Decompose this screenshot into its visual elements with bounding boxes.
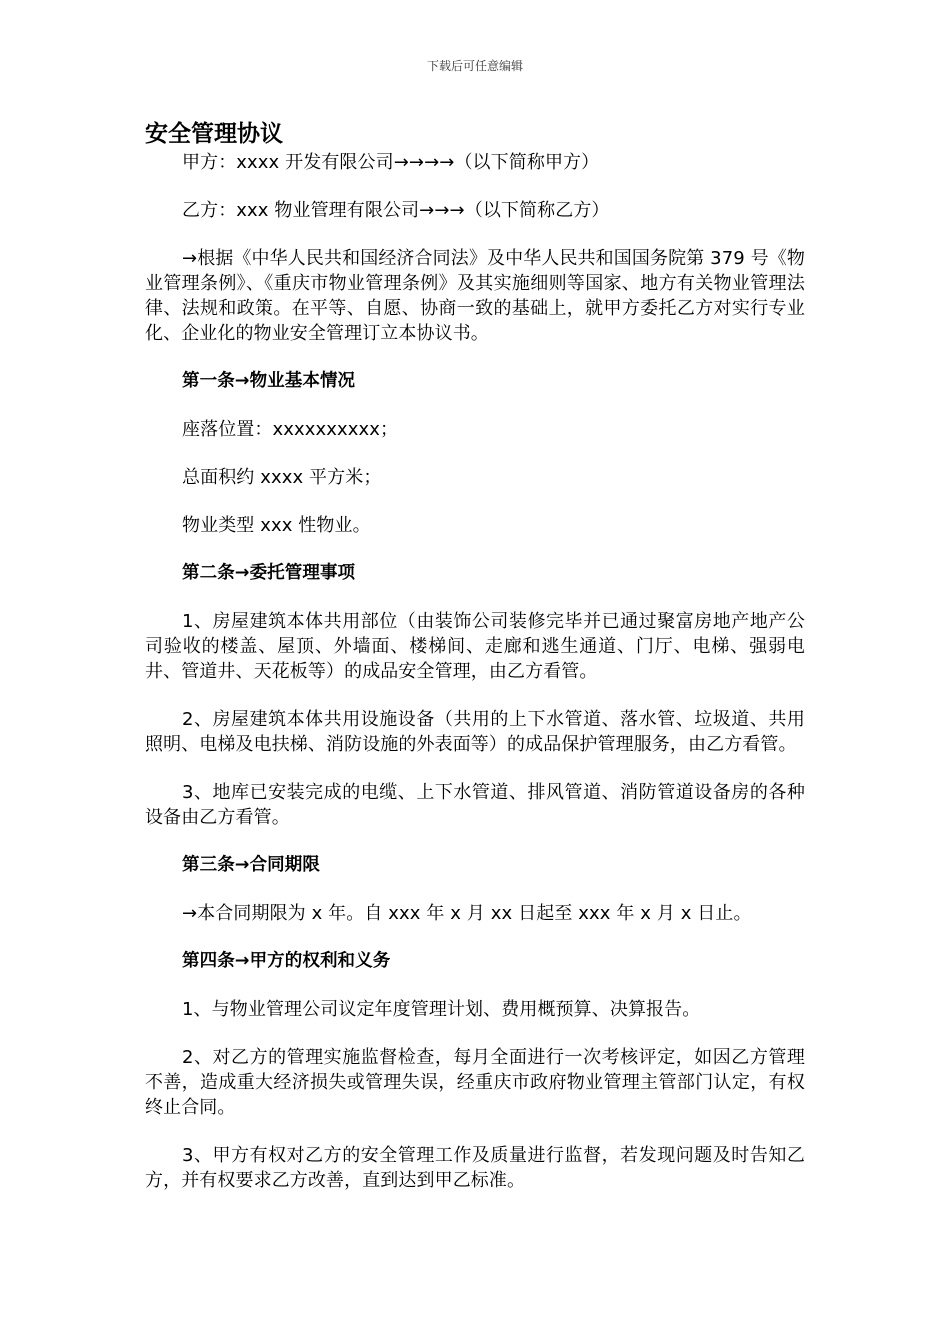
article-4-item: 1、与物业管理公司议定年度管理计划、费用概预算、决算报告。 <box>182 999 701 1020</box>
article-2-item: 2、房屋建筑本体共用设施设备（共用的上下水管道、落水管、垃圾道、共用照明、电梯及电扶梯、消防设施的外表面等）的成品保护管理服务，由乙方看管。 <box>145 709 805 755</box>
header-note: 下载后可任意编辑 <box>426 59 523 73</box>
article-2-item: 3、地库已安装完成的电缆、上下水管道、排风管道、消防管道设备房的各种设备由乙方看管。 <box>145 782 805 828</box>
article-1-area: 总面积约 xxxx 平方米； <box>182 467 382 488</box>
article-1-type: 物业类型 xxx 性物业。 <box>182 515 371 536</box>
party-b-line: 乙方：xxx 物业管理有限公司→→→（以下简称乙方） <box>182 200 610 221</box>
article-3-heading: 第三条→合同期限 <box>182 855 320 875</box>
article-2-heading: 第二条→委托管理事项 <box>182 563 356 583</box>
article-4-item: 2、对乙方的管理实施监督检查，每月全面进行一次考核评定，如因乙方管理不善，造成重大经济损失或管理失误，经重庆市政府物业管理主管部门认定，有权终止合同。 <box>145 1047 805 1118</box>
article-3-text: →本合同期限为 x 年。自 xxx 年 x 月 xx 日起至 xxx 年 x 月 x 日止。 <box>182 903 752 924</box>
document-title: 安全管理协议 <box>145 121 283 147</box>
intro-paragraph: →根据《中华人民共和国经济合同法》及中华人民共和国国务院第 379 号《物业管理条例》、《重庆市物业管理条例》及其实施细则等国家、地方有关物业管理法律、法规和政策。在平等、自愿、协商一致的基础上，就甲方委托乙方对实行专业化、企业化的物业安全管理订立本协议书。 <box>145 248 806 344</box>
article-2-item: 1、房屋建筑本体共用部位（由装饰公司装修完毕并已通过聚富房地产地产公司验收的楼盖、屋顶、外墙面、楼梯间、走廊和逃生通道、门厅、电梯、强弱电井、管道井、天花板等）的成品安全管理，由乙方看管。 <box>145 611 805 682</box>
document-body <box>145 120 805 1193</box>
article-4-heading: 第四条→甲方的权利和义务 <box>182 951 391 971</box>
article-1-heading: 第一条→物业基本情况 <box>182 371 356 391</box>
article-4-item: 3、甲方有权对乙方的安全管理工作及质量进行监督，若发现问题及时告知乙方，并有权要求乙方改善，直到达到甲乙标准。 <box>145 1145 805 1191</box>
article-1-location: 座落位置：xxxxxxxxxx； <box>182 419 399 440</box>
party-a-line: 甲方：xxxx 开发有限公司→→→→（以下简称甲方） <box>182 152 600 173</box>
